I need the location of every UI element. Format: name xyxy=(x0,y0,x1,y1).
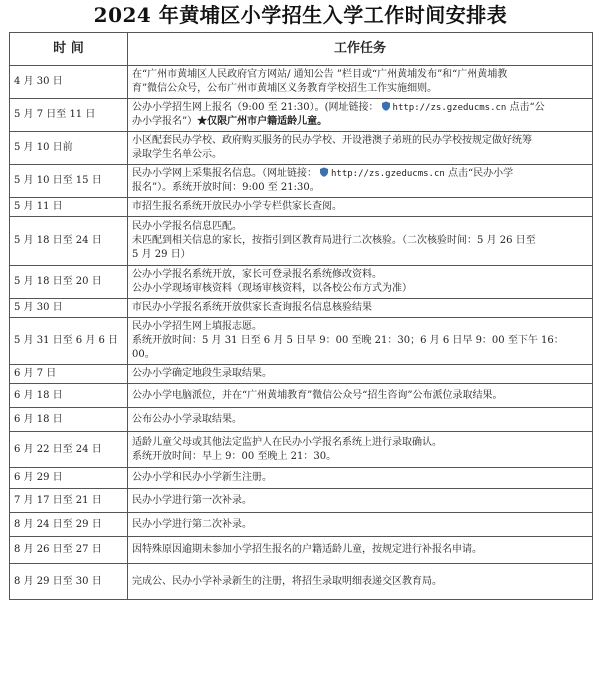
row-task: 市民办小学报名系统开放供家长查询报名信息核验结果 xyxy=(128,299,593,318)
row-date: 4 月 30 日 xyxy=(10,66,128,99)
row-task: 完成公、民办小学补录新生的注册，将招生录取明细表递交区教育局。 xyxy=(128,564,593,600)
notice-bold: ★仅限广州市户籍适龄儿童。 xyxy=(197,116,328,127)
row-date: 5 月 30 日 xyxy=(10,299,128,318)
row-date: 6 月 29 日 xyxy=(10,468,128,489)
row-task: 适龄儿童父母或其他法定监护人在民办小学报名系统上进行录取确认。 系统开放时间：早上 9：00 至晚上 21：30。 xyxy=(128,432,593,468)
row-date: 6 月 7 日 xyxy=(10,365,128,384)
row-date: 5 月 10 日前 xyxy=(10,132,128,165)
table-row xyxy=(10,217,593,266)
row-date: 6 月 18 日 xyxy=(10,408,128,432)
link-url[interactable]: http://zs.gzeducms.cn xyxy=(392,103,507,113)
table-row xyxy=(10,66,593,99)
row-task: 小区配套民办学校、政府购买服务的民办学校、开设港澳子弟班的民办学校按规定做好统筹 录取学生名单公示。 xyxy=(128,132,593,165)
row-task: 公布公办小学录取结果。 xyxy=(128,408,593,432)
row-task: 民办小学报名信息匹配。 未匹配到相关信息的家长，按指引到区教育局进行二次核验。（二次核验时间：5 月 26 日至 5 月 29 日） xyxy=(128,217,593,266)
row-task: 公办小学报名系统开放，家长可登录报名系统修改资料。 公办小学现场审核资料（现场审核资料，以各校公布方式为准） xyxy=(128,266,593,299)
row-date: 5 月 31 日至 6 月 6 日 xyxy=(10,318,128,365)
table-row xyxy=(10,432,593,468)
table-header-row xyxy=(10,33,593,66)
row-task: 民办小学进行第二次补录。 xyxy=(128,513,593,537)
row-task: 因特殊原因逾期未参加小学招生报名的户籍适龄儿童，按规定进行补报名申请。 xyxy=(128,537,593,564)
row-task: 市招生报名系统开放民办小学专栏供家长查阅。 xyxy=(128,198,593,217)
row-date: 5 月 18 日至 24 日 xyxy=(10,217,128,266)
table-row xyxy=(10,198,593,217)
row-task: 民办小学招生网上填报志愿。 系统开放时间：5 月 31 日至 6 月 5 日早 9：00 至晚 21：30；6 月 6 日早 9：00 至下午 16： 00。 xyxy=(128,318,593,365)
row-date: 5 月 7 日至 11 日 xyxy=(10,99,128,132)
table-row xyxy=(10,165,593,198)
row-task: 公办小学和民办小学新生注册。 xyxy=(128,468,593,489)
link-url[interactable]: http://zs.gzeducms.cn xyxy=(331,169,445,179)
row-task: 民办小学进行第一次补录。 xyxy=(128,489,593,513)
schedule-table xyxy=(9,32,593,600)
row-date: 7 月 17 日至 21 日 xyxy=(10,489,128,513)
table-row xyxy=(10,99,593,132)
table-row xyxy=(10,537,593,564)
row-date: 6 月 18 日 xyxy=(10,384,128,408)
row-task: 公办小学招生网上报名（9:00 至 21:30）。(网址链接： http://zs.gzeducms.cn 点击“公 办小学报名”）★仅限广州市户籍适龄儿童。 xyxy=(128,99,593,132)
table-row xyxy=(10,564,593,600)
table-row xyxy=(10,132,593,165)
table-row xyxy=(10,513,593,537)
header-task: 工作任务 xyxy=(128,33,593,66)
row-task: 公办小学确定地段生录取结果。 xyxy=(128,365,593,384)
header-time: 时 间 xyxy=(10,33,128,66)
table-row xyxy=(10,266,593,299)
table-row xyxy=(10,318,593,365)
table-row xyxy=(10,299,593,318)
row-date: 5 月 18 日至 20 日 xyxy=(10,266,128,299)
row-date: 8 月 29 日至 30 日 xyxy=(10,564,128,600)
shield-icon xyxy=(319,167,329,177)
row-date: 5 月 10 日至 15 日 xyxy=(10,165,128,198)
row-date: 8 月 26 日至 27 日 xyxy=(10,537,128,564)
table-row xyxy=(10,468,593,489)
row-date: 8 月 24 日至 29 日 xyxy=(10,513,128,537)
table-row xyxy=(10,489,593,513)
row-task: 公办小学电脑派位，并在“广州黄埔教育”微信公众号“招生咨询”公布派位录取结果。 xyxy=(128,384,593,408)
table-row xyxy=(10,365,593,384)
shield-icon xyxy=(381,101,391,111)
row-date: 6 月 22 日至 24 日 xyxy=(10,432,128,468)
page-title: 2024 年黄埔区小学招生入学工作时间安排表 xyxy=(93,3,508,27)
table-row xyxy=(10,384,593,408)
table-row xyxy=(10,408,593,432)
row-task: 民办小学网上采集报名信息。（网址链接： http://zs.gzeducms.cn 点击“民办小学 报名”）。系统开放时间：9:00 至 21:30。 xyxy=(128,165,593,198)
row-task: 在“广州市黄埔区人民政府官方网站/ 通知公告 ”栏目或“广州黄埔发布”和“广州黄埔教 育”微信公众号，公布广州市黄埔区义务教育学校招生工作实施细则。 xyxy=(128,66,593,99)
row-date: 5 月 11 日 xyxy=(10,198,128,217)
